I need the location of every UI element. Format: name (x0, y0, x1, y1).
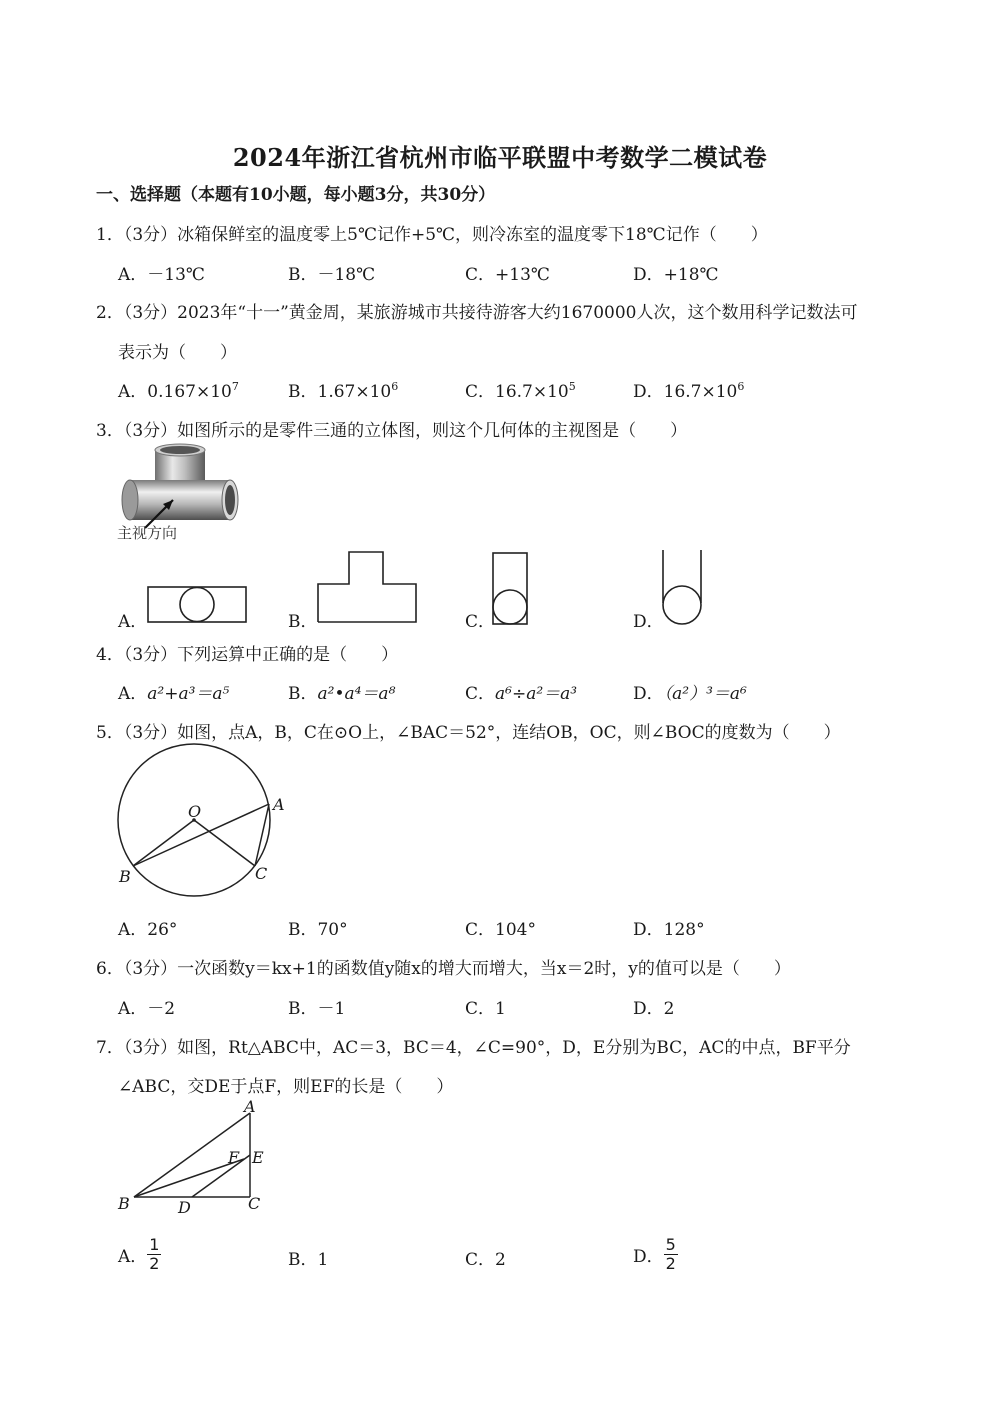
q1-option-b[interactable]: B．－18℃ (288, 265, 376, 285)
q1-option-d[interactable]: D．+18℃ (633, 265, 719, 285)
q1-option-a[interactable]: A．－13℃ (118, 265, 205, 285)
q4-option-b[interactable]: B．a²•a⁴＝a⁸ (288, 684, 396, 704)
question-text: （3分）冰箱保鲜室的温度零上5℃记作+5℃，则冷冻室的温度零下18℃记作（ ） (123, 225, 768, 245)
question-number: 4． (96, 645, 124, 665)
question-number: 7． (96, 1038, 124, 1058)
question-number: 5． (96, 723, 124, 743)
q2-option-c[interactable]: C．$16.7\times 10^5$ (465, 380, 576, 402)
page-title: 2024年浙江省杭州市临平联盟中考数学二模试卷 (232, 143, 768, 172)
label-c: C (255, 864, 268, 883)
tee-pipe-figure (115, 440, 250, 550)
question-4-stem (96, 640, 398, 665)
q3-option-a-label[interactable]: A． (118, 612, 148, 632)
q7-option-c[interactable]: C．2 (465, 1250, 506, 1270)
question-1-stem (96, 220, 768, 245)
q4-option-d[interactable]: D．（a²）³＝a⁶ (633, 684, 747, 704)
question-number: 3． (96, 421, 124, 441)
q4-option-c[interactable]: C．a⁶÷a²＝a³ (465, 684, 578, 704)
question-text: （3分）如图，点A，B，C在⊙O上，∠BAC＝52°，连结OB，OC，则∠BOC的度数为（ ） (123, 723, 841, 743)
q6-option-a[interactable]: A．－2 (118, 999, 176, 1019)
q6-option-b[interactable]: B．－1 (288, 999, 346, 1019)
q7-option-a[interactable]: A． $\frac{1}{2}$ (118, 1235, 160, 1273)
label-a: A (273, 795, 285, 814)
label-b: B (119, 867, 131, 886)
triangle-figure (112, 1095, 282, 1220)
q3-option-b-label[interactable]: B． (288, 612, 318, 632)
q3-option-d-figure[interactable] (660, 547, 704, 627)
fraction-one-half: $\frac{1}{2}$ (149, 1235, 160, 1273)
q3-option-d-label[interactable]: D． (633, 612, 664, 632)
question-number: 6． (96, 959, 124, 979)
q7-option-d[interactable]: D． $\frac{5}{2}$ (633, 1235, 676, 1273)
label-a: A (244, 1097, 256, 1116)
label-o: O (188, 802, 202, 821)
q3-option-a-figure[interactable] (145, 582, 249, 624)
question-text: （3分）如图所示的是零件三通的立体图，则这个几何体的主视图是（ ） (123, 421, 688, 441)
question-7-stem-line2: ∠ABC，交DE于点F，则EF的长是（ ） (118, 1077, 454, 1097)
question-7-stem (96, 1033, 851, 1058)
question-text: （3分）2023年“十一”黄金周，某旅游城市共接待游客大约1670000人次，这个数用科学记数法可 (123, 303, 858, 323)
label-b: B (118, 1194, 130, 1213)
question-2-stem (96, 298, 858, 323)
circle-figure (112, 740, 292, 900)
q2-option-b[interactable]: B．$1.67\times 10^6$ (288, 380, 399, 402)
q2-option-a[interactable]: A．$0.167\times 10^7$ (118, 380, 239, 402)
q5-option-c[interactable]: C．104° (465, 920, 536, 940)
label-f: F (228, 1148, 240, 1167)
label-e: E (252, 1148, 264, 1167)
question-text: （3分）如图，Rt△ABC中，AC＝3，BC＝4，∠C=90°，D，E分别为BC，AC的中点，BF平分 (123, 1038, 851, 1058)
q5-option-d[interactable]: D．128° (633, 920, 705, 940)
question-text: （3分）下列运算中正确的是（ ） (123, 645, 399, 665)
section-heading: 一、选择题（本题有10小题，每小题3分，共30分） (96, 185, 496, 205)
q4-option-a[interactable]: A．a²+a³＝a⁵ (118, 684, 230, 704)
q3-option-b-figure[interactable] (314, 548, 420, 624)
q6-option-d[interactable]: D．2 (633, 999, 675, 1019)
q7-option-b[interactable]: B．1 (288, 1250, 329, 1270)
question-2-stem-line2: 表示为（ ） (118, 343, 237, 363)
question-text: （3分）一次函数y＝kx+1的函数值y随x的增大而增大，当x＝2时，y的值可以是（ ） (123, 959, 791, 979)
question-number: 2． (96, 303, 124, 323)
label-d: D (178, 1198, 191, 1217)
view-direction-caption: 主视方向 (117, 524, 178, 542)
q5-option-b[interactable]: B．70° (288, 920, 348, 940)
q3-option-c-label[interactable]: C． (465, 612, 496, 632)
q3-option-c-figure[interactable] (490, 550, 530, 626)
label-c: C (248, 1194, 261, 1213)
q1-option-c[interactable]: C．+13℃ (465, 265, 550, 285)
fraction-five-halves: $\frac{5}{2}$ (665, 1235, 676, 1273)
q6-option-c[interactable]: C．1 (465, 999, 506, 1019)
question-6-stem (96, 954, 791, 979)
q2-option-d[interactable]: D．$16.7\times 10^6$ (633, 380, 745, 402)
question-number: 1． (96, 225, 124, 245)
question-3-stem (96, 416, 687, 441)
q5-option-a[interactable]: A．26° (118, 920, 178, 940)
